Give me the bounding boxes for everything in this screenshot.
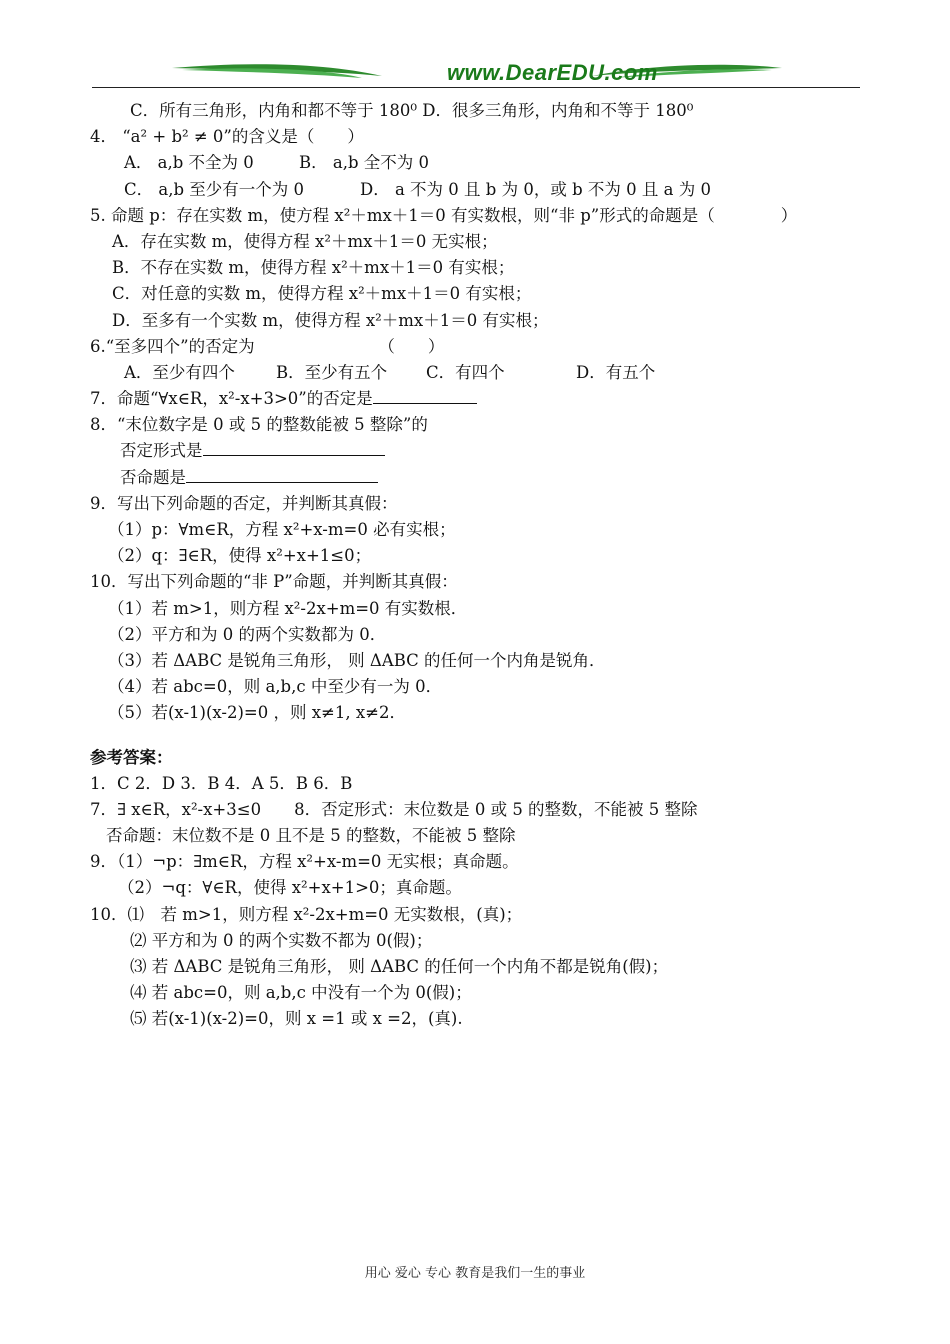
answer-10-2: ⑵ 平方和为 0 的两个实数不都为 0(假)；: [130, 930, 433, 950]
q8-inverse-line: [90, 465, 870, 491]
q5-question: 5. 命题 p：存在实数 m，使方程 x²＋mx＋1＝0 有实数根，则“非 p”形式的命题是（ ）: [90, 205, 798, 225]
q7-answer-blank[interactable]: [373, 387, 477, 404]
q4-option-b: B． a,b 全不为 0: [299, 153, 430, 173]
q4-option-c: C． a,b 至少有一个为 0: [124, 179, 305, 199]
q9-item-2: （2）q：∃∈R，使得 x²+x+1≤0；: [108, 546, 372, 566]
q4-options-cd: [90, 177, 870, 203]
answer-8-inverse: 否命题：末位数不是 0 且不是 5 的整数，不能被 5 整除: [106, 826, 516, 846]
q5-option-a: A．存在实数 m，使得方程 x²＋mx＋1＝0 无实根；: [112, 231, 498, 251]
q6-option-a: A．至少有四个: [124, 362, 235, 382]
answer-10-3: ⑶ 若 ΔABC 是锐角三角形， 则 ΔABC 的任何一个内角不都是锐角(假)；: [130, 957, 669, 976]
q5-option-c: C．对任意的实数 m，使得方程 x²＋mx＋1＝0 有实根；: [112, 284, 532, 304]
answer-10-5: ⑸ 若(x-1)(x-2)=0，则 x =1 或 x =2，(真).: [130, 1009, 463, 1029]
answers-7-8: 7．∃ x∈R，x²-x+3≤0 8．否定形式：末位数是 0 或 5 的整数，不能被 5 整除: [90, 799, 698, 819]
q10-item-2: （2）平方和为 0 的两个实数都为 0．: [108, 624, 387, 644]
q6-option-d: D．有五个: [576, 362, 656, 382]
site-logo-text[interactable]: www.DearEDU.com: [447, 60, 658, 85]
header-banner: [92, 58, 860, 90]
answers-1-6: 1．C 2．D 3．B 4．A 5．B 6．B: [90, 773, 353, 793]
q3-options-cd: C．所有三角形，内角和都不等于 180⁰ D．很多三角形，内角和不等于 180⁰: [130, 101, 694, 120]
q8-inverse-blank[interactable]: [186, 466, 378, 483]
q6-option-c: C．有四个: [426, 362, 505, 382]
q5-option-b: B．不存在实数 m，使得方程 x²＋mx＋1＝0 有实根；: [112, 258, 515, 278]
q5-option-d: D．至多有一个实数 m，使得方程 x²＋mx＋1＝0 有实根；: [112, 310, 549, 330]
answer-10-4: ⑷ 若 abc=0，则 a,b,c 中没有一个为 0(假)；: [130, 983, 472, 1003]
q8-negation-line: [90, 438, 870, 464]
q9-item-1: （1）p：∀m∈R，方程 x²+x-m=0 必有实根；: [108, 520, 456, 539]
q4-options-ab: [90, 150, 870, 176]
q6-options: [90, 360, 870, 386]
header-rule: [92, 87, 860, 88]
q7-text: 7．命题“∀x∈R，x²-x+3>0”的否定是: [90, 389, 373, 409]
q10-question: 10．写出下列命题的“非 P”命题，并判断其真假：: [90, 572, 458, 592]
answers-heading: 参考答案：: [90, 747, 173, 767]
q6-question: 6.“至多四个”的否定为 （ ）: [90, 336, 445, 356]
q4-option-a: A． a,b 不全为 0: [124, 153, 254, 173]
document-body: [90, 98, 870, 1033]
q8-inverse-label: 否命题是: [120, 467, 186, 487]
page-footer: 用心 爱心 专心 教育是我们一生的事业: [364, 1266, 586, 1281]
q8-question: 8．“末位数字是 0 或 5 的整数能被 5 整除”的: [90, 415, 428, 435]
q10-item-4: （4）若 abc=0，则 a,b,c 中至少有一为 0．: [108, 677, 443, 697]
answer-10-1: 10．⑴ 若 m>1，则方程 x²-2x+m=0 无实数根，(真)；: [90, 904, 523, 924]
q10-item-5: （5）若(x-1)(x-2)=0 ，则 x≠1, x≠2．: [108, 703, 406, 723]
answer-9-1: 9．（1）¬p：∃m∈R，方程 x²+x-m=0 无实根；真命题。: [90, 852, 519, 872]
q10-item-3: （3）若 ΔABC 是锐角三角形， 则 ΔABC 的任何一个内角是锐角．: [108, 650, 606, 670]
q9-question: 9．写出下列命题的否定，并判断其真假：: [90, 493, 398, 513]
q6-option-b: B．至少有五个: [276, 362, 388, 382]
q10-item-1: （1）若 m>1，则方程 x²-2x+m=0 有实数根．: [108, 598, 468, 618]
q7-question: [90, 386, 870, 412]
answer-9-2: （2）¬q：∀∈R，使得 x²+x+1>0；真命题。: [118, 878, 462, 898]
q8-negation-blank[interactable]: [203, 439, 385, 456]
q4-question: 4． “a² + b² ≠ 0”的含义是（ ）: [90, 127, 364, 147]
q8-negation-label: 否定形式是: [120, 441, 203, 461]
q4-option-d: D． a 不为 0 且 b 为 0，或 b 不为 0 且 a 为 0: [360, 179, 711, 199]
